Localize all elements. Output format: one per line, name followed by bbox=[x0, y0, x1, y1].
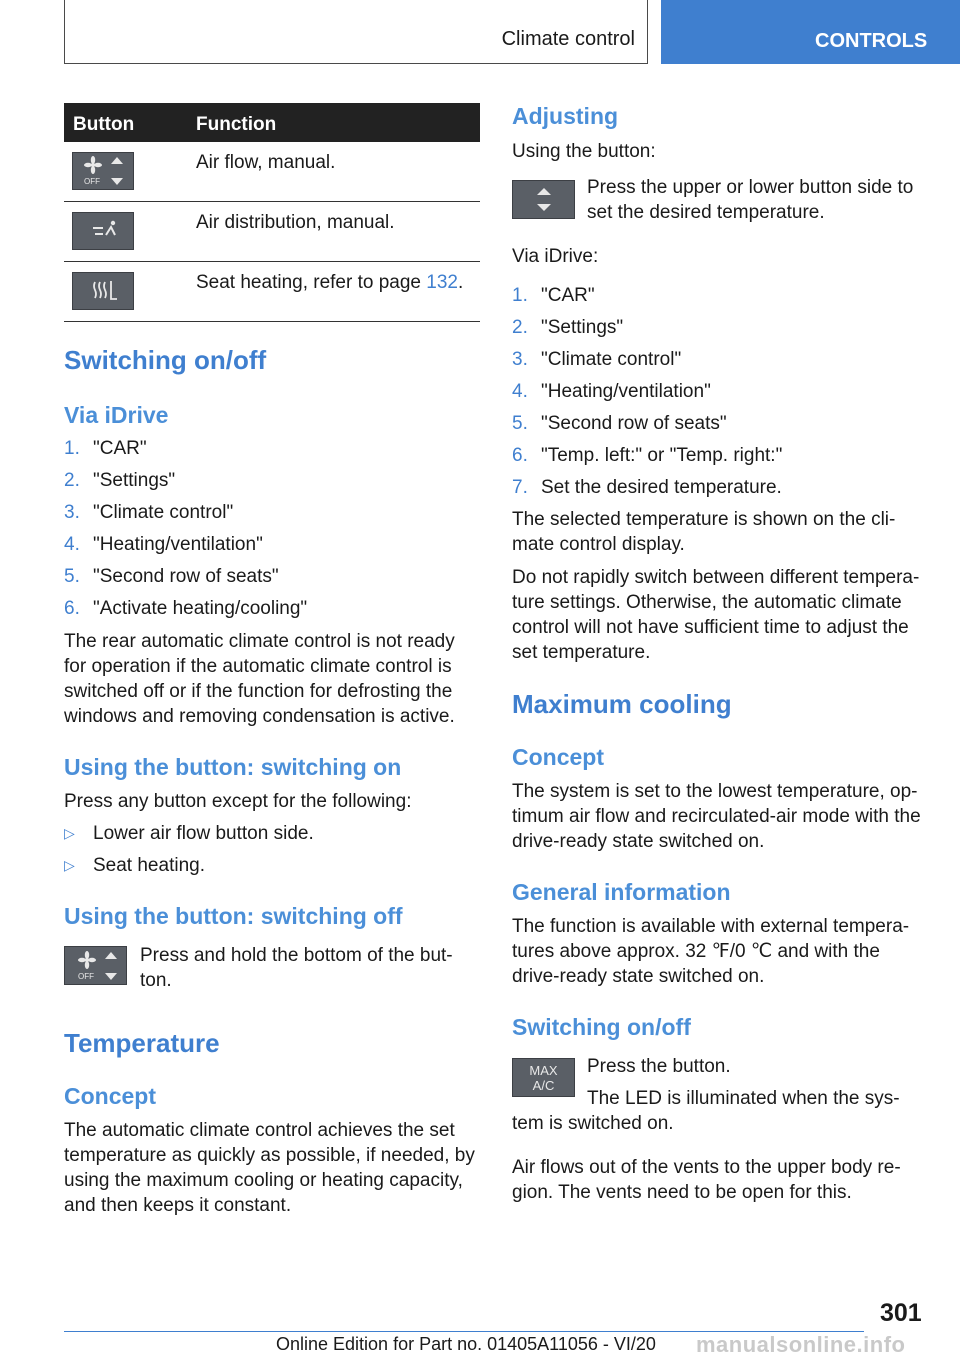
list-item: "Temp. left:" or "Temp. right:" bbox=[541, 445, 783, 466]
triangle-bullet-icon: ▷ bbox=[64, 857, 75, 873]
header-section-box bbox=[64, 0, 648, 64]
header-chapter-title: CONTROLS bbox=[815, 30, 928, 52]
temperature-concept-text: The automatic climate control achieves the set temperature as quickly as possible, if needed, by using the maximum cooling or heating capacity, and then keeps it constant. bbox=[64, 1120, 475, 1216]
using-button-text: Using the button: bbox=[512, 141, 656, 162]
via-idrive-label: Via iDrive: bbox=[512, 246, 599, 267]
row-text: Air distribution, manual. bbox=[196, 212, 395, 233]
table-row bbox=[64, 262, 480, 322]
table-header-function: Function bbox=[196, 114, 277, 135]
general-information-text: The function is available with external tempera- tures above approx. 32 ℉/0 ℃ and with the drive-ready state switched on. bbox=[512, 916, 910, 987]
maximum-cooling-heading: Maximum cooling bbox=[512, 689, 732, 719]
max-cooling-switching-heading: Switching on/off bbox=[512, 1014, 691, 1040]
button-off-text: Press and hold the bottom of the but- ton. bbox=[140, 945, 453, 991]
list-item: "Second row of seats" bbox=[93, 566, 279, 587]
rapid-switch-text: Do not rapidly switch between different tempera- ture settings. Otherwise, the automatic climate control will not have sufficient time to adjust the set temperature. bbox=[512, 567, 920, 663]
adjust-idrive-steps: 1. "CAR" 2. "Settings" 3. "Climate control" 4. "Heating/ventilation" 5. "Second row of seats" 6. "Temp. left:" or "Temp. right:" 7. Set the desired temperature. bbox=[512, 285, 783, 498]
list-item: Set the desired temperature. bbox=[541, 477, 782, 498]
button-switching-off-heading: Using the button: switching off bbox=[64, 903, 403, 929]
max-cooling-concept-heading: Concept bbox=[512, 744, 604, 770]
switching-on-off-heading: Switching on/off bbox=[64, 345, 267, 375]
page-link[interactable]: 132 bbox=[426, 272, 458, 293]
list-item: Seat heating. bbox=[93, 855, 205, 876]
svg-text:OFF: OFF bbox=[84, 177, 100, 186]
led-text: The LED is illuminated when the sys- tem is switched on. bbox=[512, 1088, 900, 1134]
button-switching-on-heading: Using the button: switching on bbox=[64, 754, 402, 780]
table-row bbox=[64, 202, 480, 262]
header-section-title: Climate control bbox=[501, 28, 635, 50]
seat-heating-icon bbox=[72, 272, 134, 310]
button-on-bullets bbox=[64, 821, 480, 881]
row-text: Air flow, manual. bbox=[196, 152, 336, 173]
list-item: "Heating/ventilation" bbox=[93, 534, 263, 555]
press-button-text: Press the button. bbox=[587, 1056, 731, 1077]
adjust-button-text: Press the upper or lower button side to set the desired temperature. bbox=[587, 177, 914, 223]
list-item: "Second row of seats" bbox=[541, 413, 727, 434]
temperature-concept-heading: Concept bbox=[64, 1083, 156, 1109]
button-on-text: Press any button except for the following: bbox=[64, 791, 412, 812]
footer-edition: Online Edition for Part no. 01405A11056 - VI/20 bbox=[276, 1334, 656, 1354]
list-item: "Settings" bbox=[541, 317, 624, 338]
list-item: "Climate control" bbox=[93, 502, 234, 523]
airflow-text: Air flows out of the vents to the upper body re- gion. The vents need to be open for this. bbox=[512, 1157, 901, 1203]
adjusting-heading: Adjusting bbox=[512, 103, 619, 129]
page-number: 301 bbox=[880, 1299, 922, 1327]
list-item: "CAR" bbox=[541, 285, 595, 306]
fan-off-button-icon bbox=[64, 946, 127, 985]
max-cooling-concept-text: The system is set to the lowest temperature, op- timum air flow and recirculated-air mode with the drive-ready state switched on. bbox=[512, 781, 921, 852]
via-idrive-heading: Via iDrive bbox=[64, 402, 169, 428]
list-item: "Climate control" bbox=[541, 349, 682, 370]
watermark: manualsonline.info bbox=[696, 1332, 906, 1357]
list-item: "Activate heating/cooling" bbox=[93, 598, 308, 619]
list-item: "Settings" bbox=[93, 470, 176, 491]
triangle-bullet-icon: ▷ bbox=[64, 825, 75, 841]
svg-text:OFF: OFF bbox=[78, 972, 94, 981]
temperature-updown-button-icon bbox=[512, 180, 575, 219]
fan-off-updown-icon bbox=[72, 152, 134, 190]
list-item: "CAR" bbox=[93, 438, 147, 459]
table-header-button: Button bbox=[73, 114, 135, 135]
temperature-heading: Temperature bbox=[64, 1028, 220, 1058]
rear-climate-note: The rear automatic climate control is not ready for operation if the automatic climate control is switched off or if the function for defrosting the windows and removing condensation is active. bbox=[64, 631, 455, 727]
table-row bbox=[64, 142, 480, 202]
list-item: "Heating/ventilation" bbox=[541, 381, 711, 402]
general-information-heading: General information bbox=[512, 879, 731, 905]
row-text: Seat heating, refer to page 132. bbox=[196, 272, 464, 293]
max-ac-button-icon: MAX A/C bbox=[512, 1058, 575, 1097]
via-idrive-steps: 1. "CAR" 2. "Settings" 3. "Climate control" 4. "Heating/ventilation" 5. "Second row of seats" 6. "Activate heating/cooling" bbox=[64, 438, 308, 619]
button-function-table bbox=[64, 103, 480, 322]
selected-temperature-text: The selected temperature is shown on the cli- mate control display. bbox=[512, 509, 896, 555]
list-item: Lower air flow button side. bbox=[93, 823, 314, 844]
header-chapter-tab bbox=[661, 0, 960, 64]
air-distribution-icon bbox=[72, 212, 134, 250]
table-header bbox=[64, 103, 480, 142]
